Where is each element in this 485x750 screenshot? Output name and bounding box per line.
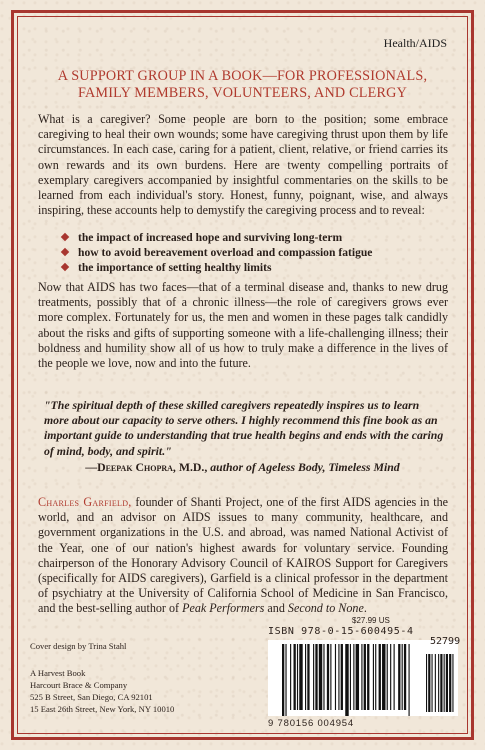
endorser-book-title: Ageless Body, Timeless Mind bbox=[258, 460, 400, 474]
barcode-addon-bar bbox=[444, 654, 445, 712]
barcode-bar bbox=[367, 644, 369, 710]
bullet-item bbox=[62, 245, 372, 260]
publisher-line: 15 East 26th Street, New York, NY 10010 bbox=[30, 704, 175, 714]
barcode-bar bbox=[335, 644, 336, 710]
barcode-bar bbox=[409, 644, 410, 716]
barcode-bar bbox=[315, 644, 317, 710]
cover-design-credit: Cover design by Trina Stahl bbox=[30, 641, 127, 651]
barcode-addon-bar bbox=[426, 654, 427, 712]
bullet-text: how to avoid bereavement overload and compassion fatigue bbox=[78, 246, 373, 259]
barcode-bar bbox=[319, 644, 322, 710]
headline-line-2: FAMILY MEMBERS, VOLUNTEERS, AND CLERGY bbox=[77, 85, 408, 101]
bio-text: founder of Shanti Project, one of the first AIDS agencies in the world, and an advisor on AIDS issues to many community, healthcare, and government organizations in the U.S. and abroad, was named National Activist of the Year, one of our nation's highest awards for voluntary service. Founding chairperson of the Honorary Advisory Council of KAIROS Support for Caregivers (specifically for AIDS caregivers), Garfield is a clinical professor in the department of psychiatry at the University of California School of Medicine in San Francisco, and the best-selling author of bbox=[38, 495, 449, 616]
barcode-bar bbox=[394, 644, 395, 710]
diamond-bullet-icon bbox=[61, 248, 69, 256]
isbn-text: ISBN 978-0-15-600495-4 bbox=[268, 626, 414, 637]
barcode-bar bbox=[364, 644, 366, 710]
barcode-bar bbox=[402, 644, 403, 710]
barcode-bar bbox=[327, 644, 329, 710]
headline bbox=[30, 68, 455, 102]
endorsement-attribution bbox=[0, 460, 485, 475]
second-paragraph: Now that AIDS has two faces—that of a terminal disease and, thanks to new drug treatments, possibly that of a chronic illness—the role of caregivers grows ever more complex. Fortunately for us, the men and women in these pages talk candidly about the risks and gifts of supporting someone with a life-challenging illness; their boldness and humility show all of us how to truly make a difference in the lives of the people we love, now and into the future. bbox=[38, 280, 448, 371]
barcode-image bbox=[268, 640, 458, 716]
bullet-item bbox=[62, 230, 372, 245]
barcode-bar bbox=[382, 644, 385, 710]
barcode-bar bbox=[375, 644, 376, 710]
publisher-info bbox=[30, 667, 174, 715]
author-bio bbox=[38, 495, 448, 617]
barcode-bar bbox=[338, 644, 339, 710]
barcode-bar bbox=[387, 644, 388, 710]
price-label: $27.99 US bbox=[352, 616, 390, 625]
barcode-bar bbox=[330, 644, 331, 710]
barcode-addon-bar bbox=[446, 654, 448, 712]
barcode-bar bbox=[350, 644, 351, 710]
barcode-addon-bar bbox=[438, 654, 439, 712]
barcode-bar bbox=[307, 644, 309, 710]
barcode-bar bbox=[294, 644, 296, 710]
endorser-name: —Deepak Chopra, M.D., bbox=[85, 460, 208, 474]
author-of-text: author of bbox=[207, 460, 259, 474]
diamond-bullet-icon bbox=[61, 263, 69, 271]
barcode-bar bbox=[282, 644, 284, 716]
endorsement-quote: "The spiritual depth of these skilled caregivers repeatedly inspires us to learn more about our capacity to serve others. I highly recommend this fine book as an important guide to understanding that true health begins and ends with the caring of mind, body, and spirit." bbox=[44, 398, 444, 458]
bio-book-title: Peak Performers bbox=[182, 601, 265, 616]
isbn-price-code: 52799 bbox=[430, 636, 461, 647]
publisher-line: 525 B Street, San Diego, CA 92101 bbox=[30, 692, 153, 702]
barcode-bar bbox=[305, 644, 306, 710]
barcode-bar bbox=[345, 644, 348, 716]
barcode-bar bbox=[404, 644, 406, 710]
bullet-text: the importance of setting healthy limits bbox=[78, 261, 272, 274]
barcode-addon-bar bbox=[452, 654, 453, 712]
bio-and: and bbox=[264, 601, 288, 616]
barcode-addon-bar bbox=[432, 654, 433, 712]
barcode-bar bbox=[398, 644, 400, 710]
barcode-bar bbox=[373, 644, 374, 710]
headline-line-1: A SUPPORT GROUP IN A BOOK—FOR PROFESSIONALS, bbox=[57, 68, 428, 84]
isbn-line bbox=[268, 626, 414, 637]
barcode-bar bbox=[356, 644, 359, 710]
barcode-addon-bar bbox=[428, 654, 430, 712]
bullet-item bbox=[62, 260, 372, 275]
barcode-bar bbox=[361, 644, 362, 710]
bio-end: . bbox=[363, 601, 367, 616]
publisher-line: Harcourt Brace & Company bbox=[30, 680, 128, 690]
diamond-bullet-icon bbox=[61, 233, 69, 241]
barcode-bar bbox=[323, 644, 324, 710]
intro-paragraph: What is a caregiver? Some people are born to the position; some embrace caregiving to heal their own wounds; some have caregiving thrust upon them by life circumstances. In each case, caring for a patient, client, relative, or friend carries its own rewards and its own burdens. Here are twenty compelling portraits of exemplary caregivers accompanied by insightful commentaries on the skills to be learned from each individual's story. Honest, funny, poignant, wise, and always inspiring, these accounts help to demystify the caregiving process and to reveal: bbox=[38, 112, 448, 218]
barcode-addon-bar bbox=[435, 654, 436, 712]
author-name: Charles Garfield, bbox=[38, 495, 132, 509]
barcode-bar bbox=[299, 644, 302, 710]
barcode-bar bbox=[379, 644, 381, 710]
barcode-addon-bar bbox=[449, 654, 451, 712]
barcode-area bbox=[268, 640, 458, 716]
category-label: Health/AIDS bbox=[383, 36, 447, 50]
barcode-number: 9 780156 004954 bbox=[268, 718, 354, 729]
bio-book-title: Second to None bbox=[287, 601, 364, 616]
barcode-bar bbox=[353, 644, 354, 710]
barcode-bar bbox=[297, 644, 298, 710]
publisher-line: A Harvest Book bbox=[30, 668, 86, 678]
barcode-bar bbox=[341, 644, 343, 710]
barcode-bar bbox=[313, 644, 314, 710]
bullet-list bbox=[62, 230, 372, 275]
bullet-text: the impact of increased hope and surviving long-term bbox=[78, 231, 343, 244]
barcode-bar bbox=[285, 644, 286, 716]
barcode-addon-bar bbox=[440, 654, 442, 712]
barcode-bar bbox=[290, 644, 291, 710]
barcode-bar bbox=[390, 644, 391, 710]
